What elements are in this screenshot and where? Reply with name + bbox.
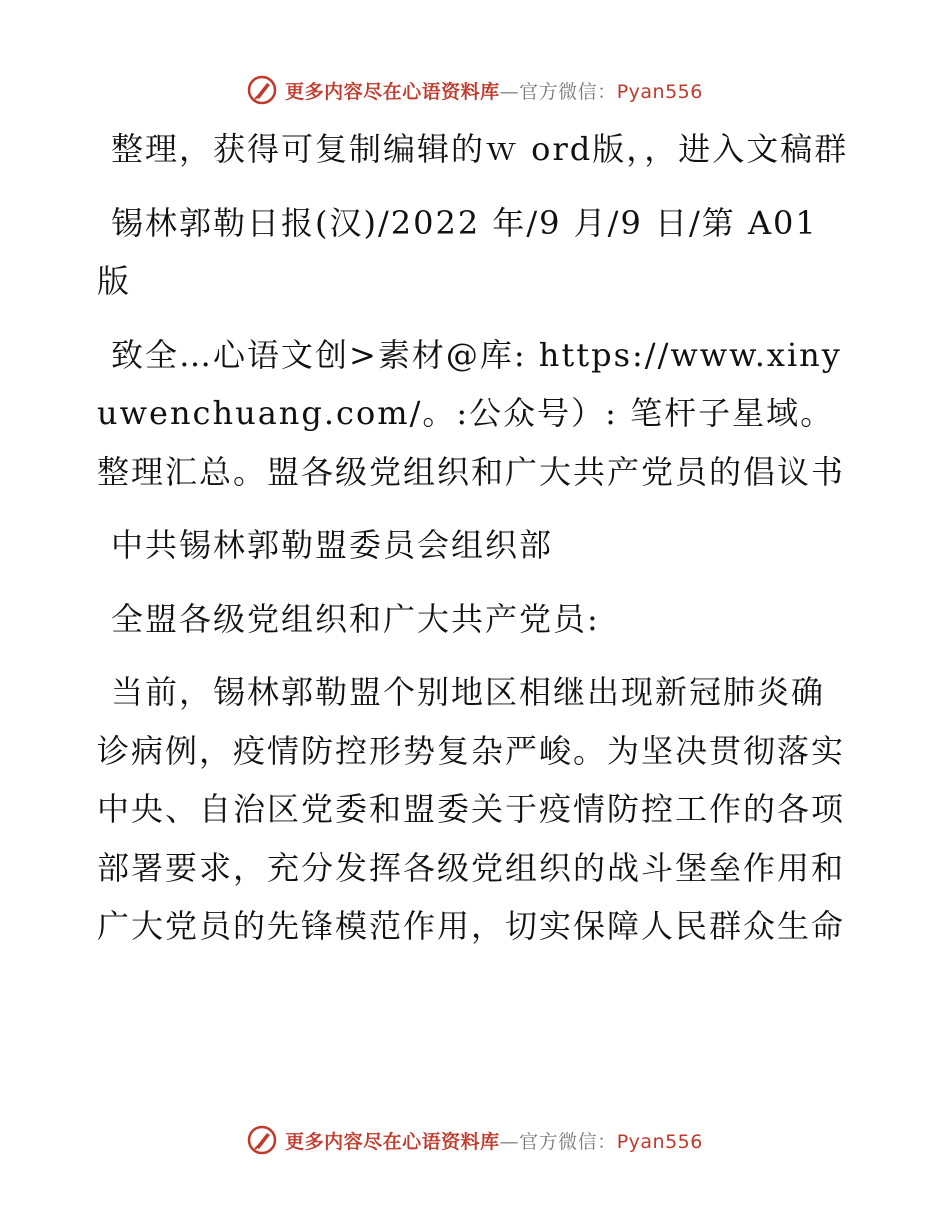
paragraph-issuer: 中共锡林郭勒盟委员会组织部 xyxy=(111,526,554,564)
document-body xyxy=(97,120,857,971)
paragraph-source: 锡林郭勒日报(汉)/2022 年/9 月/9 日/第 A01 版 xyxy=(97,203,818,300)
quill-pen-logo-icon xyxy=(247,75,277,105)
watermark-separator: — xyxy=(499,80,520,103)
paragraph-body: 当前，锡林郭勒盟个别地区相继出现新冠肺炎确诊病例，疫情防控形势复杂严峻。为坚决贯彻落实中央、自治区党委和盟委关于疫情防控工作的各项部署要求，充分发挥各级党组织的战斗堡垒作用和广大党员的先锋模范作用，切实保障人民群众生命 xyxy=(97,673,846,945)
paragraph-1: 整理，获得可复制编辑的ｗ ord版，，进入文稿群 xyxy=(111,130,849,168)
watermark-official-label: 官方微信： xyxy=(519,1130,617,1153)
paragraph-salutation: 全盟各级党组织和广大共产党员: xyxy=(111,599,600,638)
watermark-text xyxy=(285,77,703,104)
watermark-main: 更多内容尽在心语资料库 xyxy=(285,1130,500,1153)
watermark-text xyxy=(285,1127,703,1154)
header-watermark-banner xyxy=(0,70,950,110)
footer-watermark-banner xyxy=(0,1120,950,1160)
watermark-official-label: 官方微信： xyxy=(519,80,617,103)
quill-pen-logo-icon xyxy=(247,1125,277,1155)
watermark-wechat-id: Pyan556 xyxy=(616,80,703,103)
watermark-main: 更多内容尽在心语资料库 xyxy=(285,80,500,103)
paragraph-title: 致全…心语文创>素材@库: https://www.xinyuwenchuang.com/。:公众号）: 笔杆子星域。整理汇总。盟各级党组织和广大共产党员的倡议书 xyxy=(97,335,846,491)
watermark-separator: — xyxy=(499,1130,520,1153)
watermark-wechat-id: Pyan556 xyxy=(616,1130,703,1153)
